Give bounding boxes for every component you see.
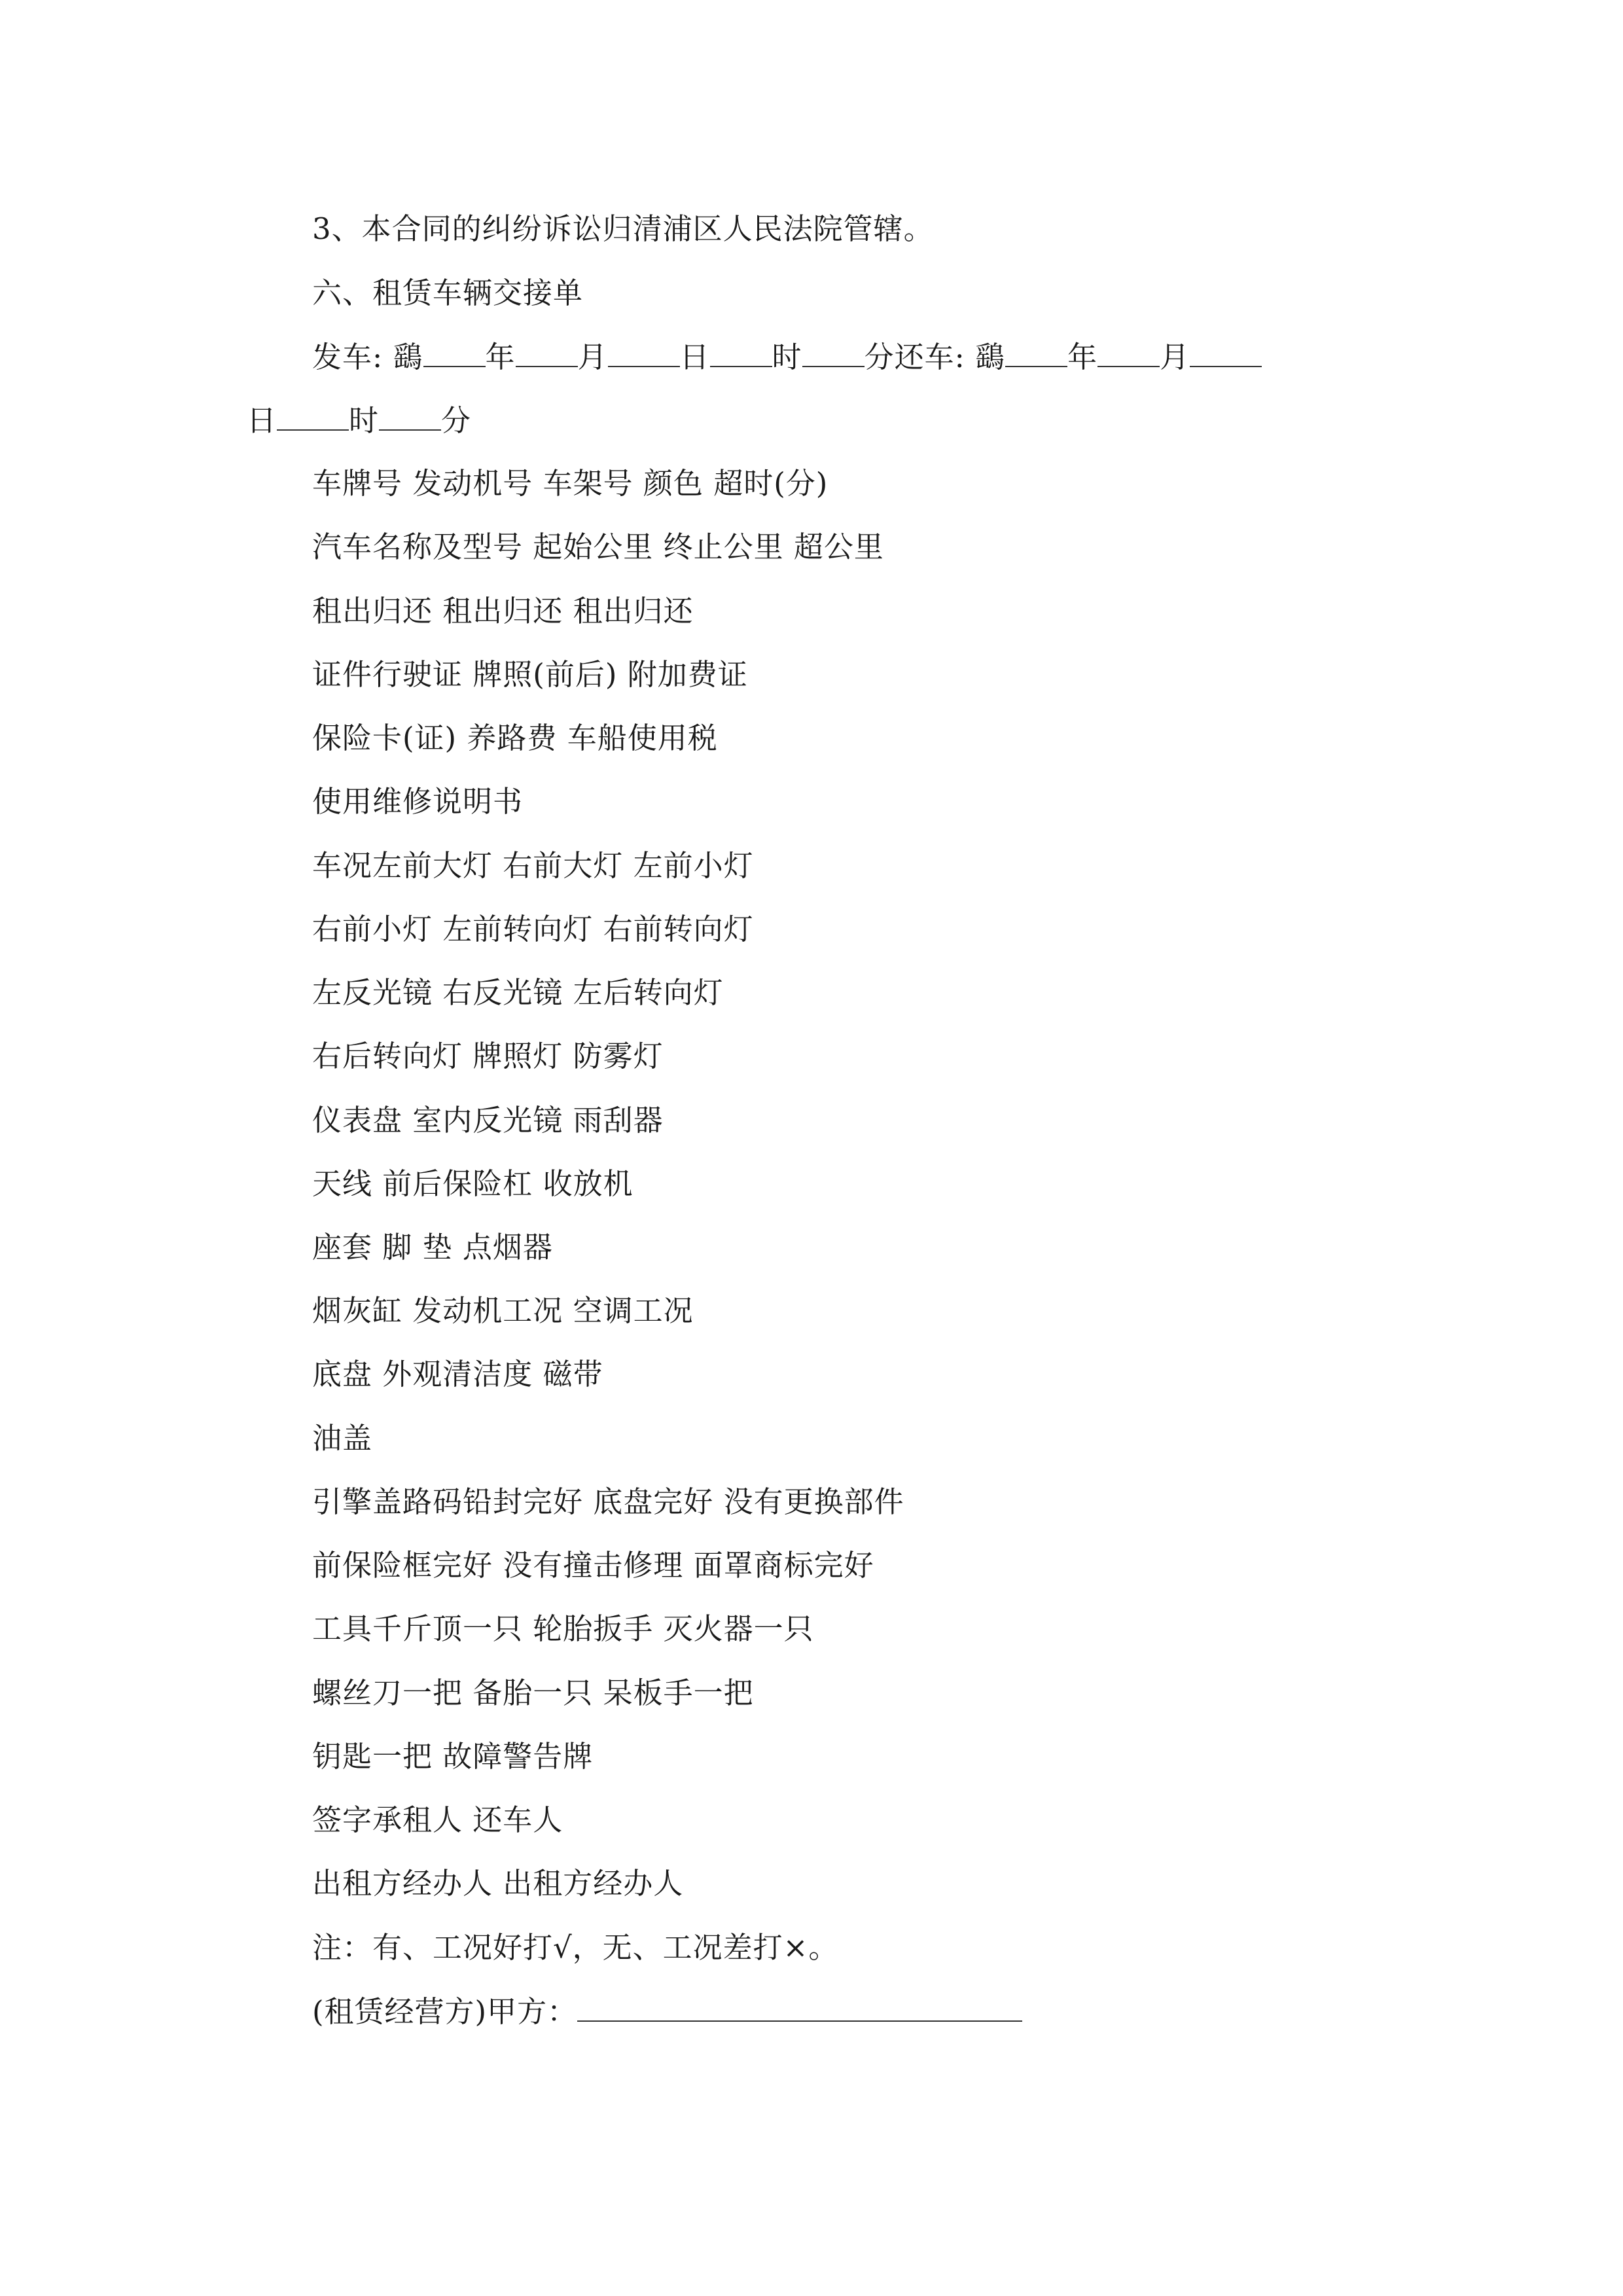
checklist-item: 车况左前大灯 右前大灯 左前小灯 xyxy=(312,848,754,883)
minute-label: 分 xyxy=(441,403,472,438)
checklist-item: 底盘 外观清洁度 磁带 xyxy=(312,1357,603,1391)
dispatch-hour-blank[interactable] xyxy=(710,337,772,367)
section-6-heading: 六、租赁车辆交接单 xyxy=(312,276,584,310)
checklist-item: 汽车名称及型号 起始公里 终止公里 超公里 xyxy=(312,529,884,564)
return-day-blank-cont[interactable] xyxy=(277,401,349,431)
checklist-item: 仪表盘 室内反光镜 雨刮器 xyxy=(312,1103,664,1138)
checklist-item: 左反光镜 右反光镜 左后转向灯 xyxy=(312,975,724,1010)
note-text: 注：有、工况好打√，无、工况差打×。 xyxy=(312,1930,839,1965)
month-label: 月 xyxy=(577,340,608,374)
year-label: 年 xyxy=(1067,340,1098,374)
hour-label: 时 xyxy=(349,403,380,438)
party-a-line xyxy=(312,1992,1022,2032)
dispatch-month-blank[interactable] xyxy=(516,337,578,367)
checklist-item: 右后转向灯 牌照灯 防雾灯 xyxy=(312,1039,664,1073)
party-a-signature-blank[interactable] xyxy=(577,1992,1022,2022)
checklist-item: 证件行驶证 牌照(前后) 附加费证 xyxy=(312,657,748,692)
return-year-blank[interactable] xyxy=(1005,337,1067,367)
checklist-item: 烟灰缸 发动机工况 空调工况 xyxy=(312,1293,694,1328)
day-label: 日 xyxy=(247,403,277,438)
checklist-item: 右前小灯 左前转向灯 右前转向灯 xyxy=(312,912,754,946)
handover-time-line xyxy=(312,337,1262,377)
clause-3-text: 3、本合同的纠纷诉讼归清浦区人民法院管辖。 xyxy=(312,211,934,246)
return-mark: 鷂 xyxy=(975,340,1006,374)
checklist-item: 前保险框完好 没有撞击修理 面罩商标完好 xyxy=(312,1548,874,1583)
checklist-item: 天线 前后保险杠 收放机 xyxy=(312,1166,633,1201)
checklist-item: 引擎盖路码铅封完好 底盘完好 没有更换部件 xyxy=(312,1484,904,1519)
signature-item: 出租方经办人 出租方经办人 xyxy=(312,1866,684,1901)
dispatch-year-blank[interactable] xyxy=(423,337,486,367)
return-day-blank[interactable] xyxy=(1190,337,1262,367)
return-label: 分还车: xyxy=(864,340,965,374)
checklist-item: 车牌号 发动机号 车架号 颜色 超时(分) xyxy=(312,466,829,501)
checklist-item: 螺丝刀一把 备胎一只 呆板手一把 xyxy=(312,1676,754,1710)
dispatch-mark: 鷂 xyxy=(393,340,423,374)
dispatch-day-blank[interactable] xyxy=(608,337,680,367)
year-label: 年 xyxy=(485,340,516,374)
month-label: 月 xyxy=(1160,340,1190,374)
handover-time-line-cont xyxy=(247,401,471,440)
dispatch-label: 发车: xyxy=(312,340,383,374)
checklist-item: 保险卡(证) 养路费 车船使用税 xyxy=(312,721,718,755)
return-month-blank[interactable] xyxy=(1097,337,1160,367)
checklist-item: 油盖 xyxy=(312,1421,373,1456)
signature-item: 签字承租人 还车人 xyxy=(312,1803,563,1837)
return-hour-blank[interactable] xyxy=(379,401,441,431)
checklist-item: 座套 脚 垫 点烟器 xyxy=(312,1230,553,1265)
checklist-item: 租出归还 租出归还 租出归还 xyxy=(312,594,694,628)
party-a-label: (租赁经营方)甲方： xyxy=(312,1994,578,2029)
checklist-item: 工具千斤顶一只 轮胎扳手 灭火器一只 xyxy=(312,1611,814,1646)
day-label: 日 xyxy=(679,340,710,374)
checklist-item: 使用维修说明书 xyxy=(312,784,524,819)
hour-label: 时 xyxy=(772,340,802,374)
dispatch-minute-blank[interactable] xyxy=(802,337,865,367)
checklist-item: 钥匙一把 故障警告牌 xyxy=(312,1739,594,1774)
